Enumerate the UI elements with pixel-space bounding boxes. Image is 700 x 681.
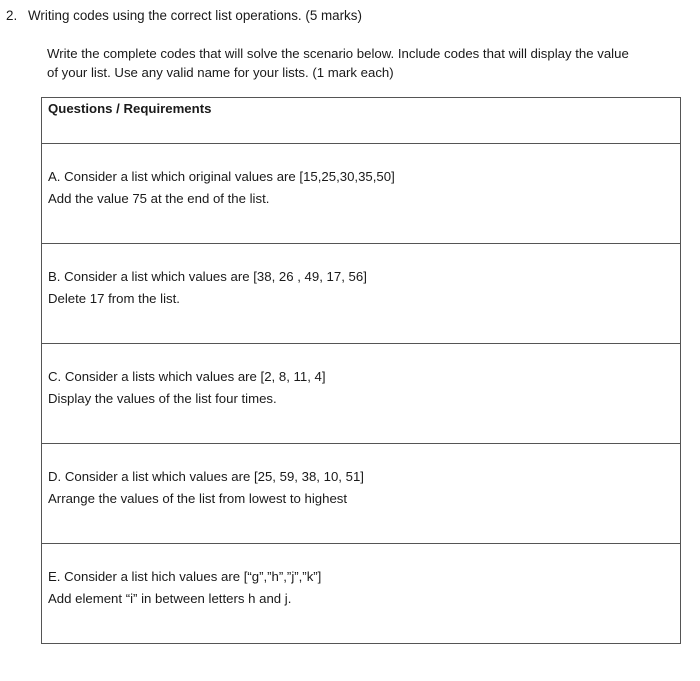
question-c-task: Display the values of the list four times. (48, 391, 277, 406)
question-a-text: A. Consider a list which original values are [15,25,30,35,50] (48, 169, 395, 184)
instructions (47, 44, 697, 82)
question-e-cell (42, 544, 681, 644)
table-header-cell (42, 98, 681, 144)
question-title: Writing codes using the correct list operations. (5 marks) (28, 8, 362, 23)
question-b-task: Delete 17 from the list. (48, 291, 180, 306)
table-row (42, 544, 681, 644)
table-row (42, 244, 681, 344)
question-b-cell (42, 244, 681, 344)
question-c-cell (42, 344, 681, 444)
table-row (42, 444, 681, 544)
question-d-task: Arrange the values of the list from lowest to highest (48, 491, 348, 506)
table-header-row (42, 98, 681, 144)
question-a-cell (42, 144, 681, 244)
question-b-text: B. Consider a list which values are [38, 26 , 49, 17, 56] (48, 269, 367, 284)
instructions-line-1: Write the complete codes that will solve the scenario below. Include codes that will display the value (47, 46, 629, 61)
question-e-text: E. Consider a list hich values are [“g”,”h”,”j”,”k”] (48, 569, 322, 584)
question-number: 2. (6, 8, 18, 23)
question-heading (6, 8, 362, 23)
question-d-text: D. Consider a list which values are [25, 59, 38, 10, 51] (48, 469, 364, 484)
table-row (42, 144, 681, 244)
instructions-line-2: of your list. Use any valid name for your lists. (1 mark each) (47, 65, 394, 80)
question-d-cell (42, 444, 681, 544)
question-a-task: Add the value 75 at the end of the list. (48, 191, 270, 206)
table-row (42, 344, 681, 444)
question-e-task: Add element “i” in between letters h and j. (48, 591, 292, 606)
question-c-text: C. Consider a lists which values are [2, 8, 11, 4] (48, 369, 326, 384)
requirements-table (41, 97, 681, 644)
table-header-label: Questions / Requirements (48, 101, 212, 116)
